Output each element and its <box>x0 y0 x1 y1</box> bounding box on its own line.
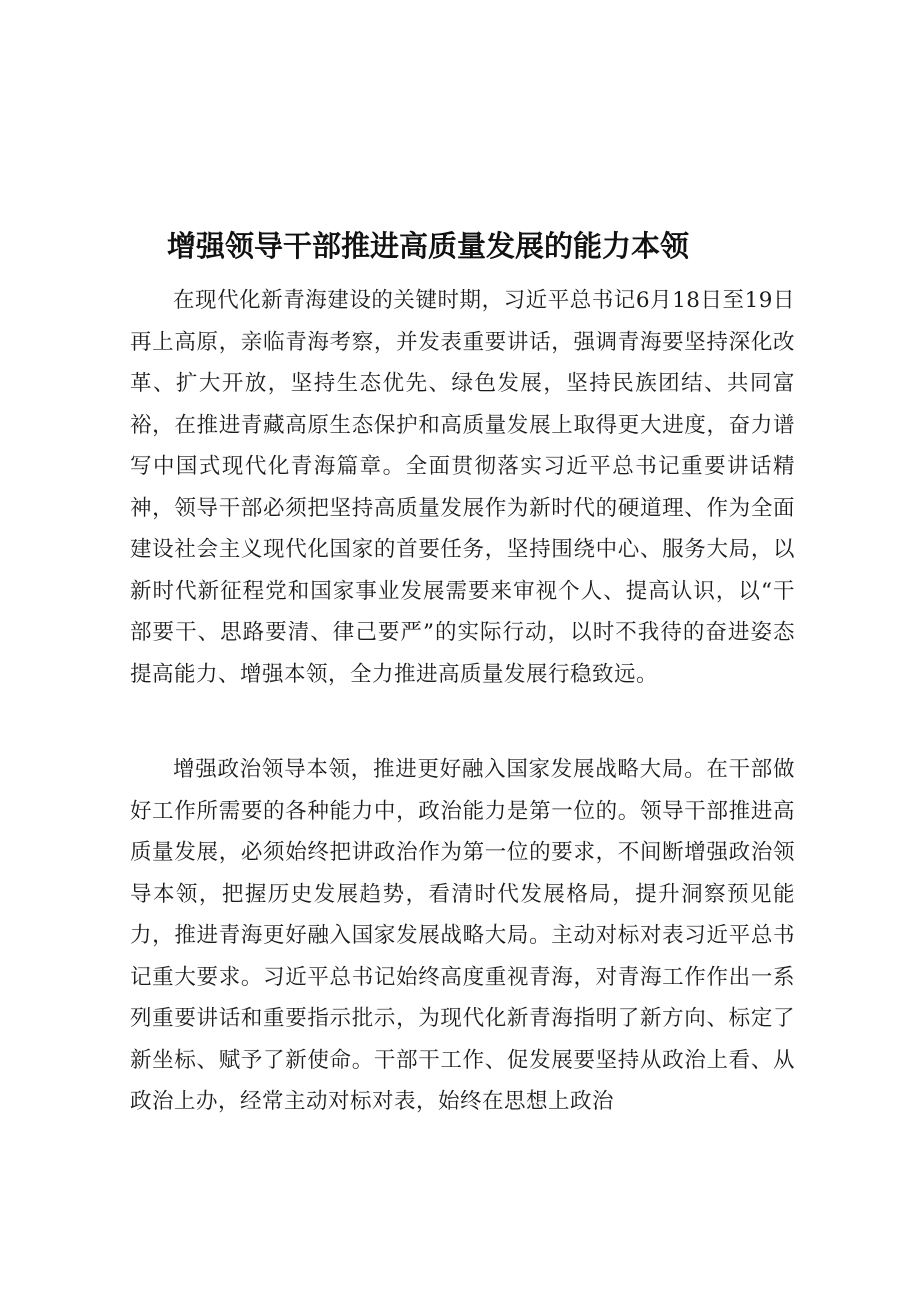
paragraph-political-leadership: 增强政治领导本领，推进更好融入国家发展战略大局。在干部做好工作所需要的各种能力中，政治能力是第一位的。领导干部推进高质量发展，必须始终把讲政治作为第一位的要求，不间断增强政治领导本领，把握历史发展趋势，看清时代发展格局，提升洞察预见能力，推进青海更好融入国家发展战略大局。主动对标对表习近平总书记重大要求。习近平总书记始终高度重视青海，对青海工作作出一系列重要讲话和重要指示批示，为现代化新青海指明了新方向、标定了新坐标、赋予了新使命。干部干工作、促发展要坚持从政治上看、从政治上办，经常主动对标对表，始终在思想上政治 <box>130 757 795 1114</box>
paragraph-intro: 在现代化新青海建设的关键时期，习近平总书记6月18日至19日再上高原，亲临青海考察，并发表重要讲话，强调青海要坚持深化改革、扩大开放，坚持生态优先、绿色发展，坚持民族团结、共同富裕，在推进青藏高原生态保护和高质量发展上取得更大进度，奋力谱写中国式现代化青海篇章。全面贯彻落实习近平总书记重要讲话精神，领导干部必须把坚持高质量发展作为新时代的硬道理、作为全面建设社会主义现代化国家的首要任务，坚持围绕中心、服务大局，以新时代新征程党和国家事业发展需要来审视个人、提高认识，以“干部要干、思路要清、律己要严”的实际行动，以时不我待的奋进姿态提高能力、增强本领，全力推进高质量发展行稳致远。 <box>130 288 795 687</box>
document-title: 增强领导干部推进高质量发展的能力本领 <box>167 229 690 263</box>
